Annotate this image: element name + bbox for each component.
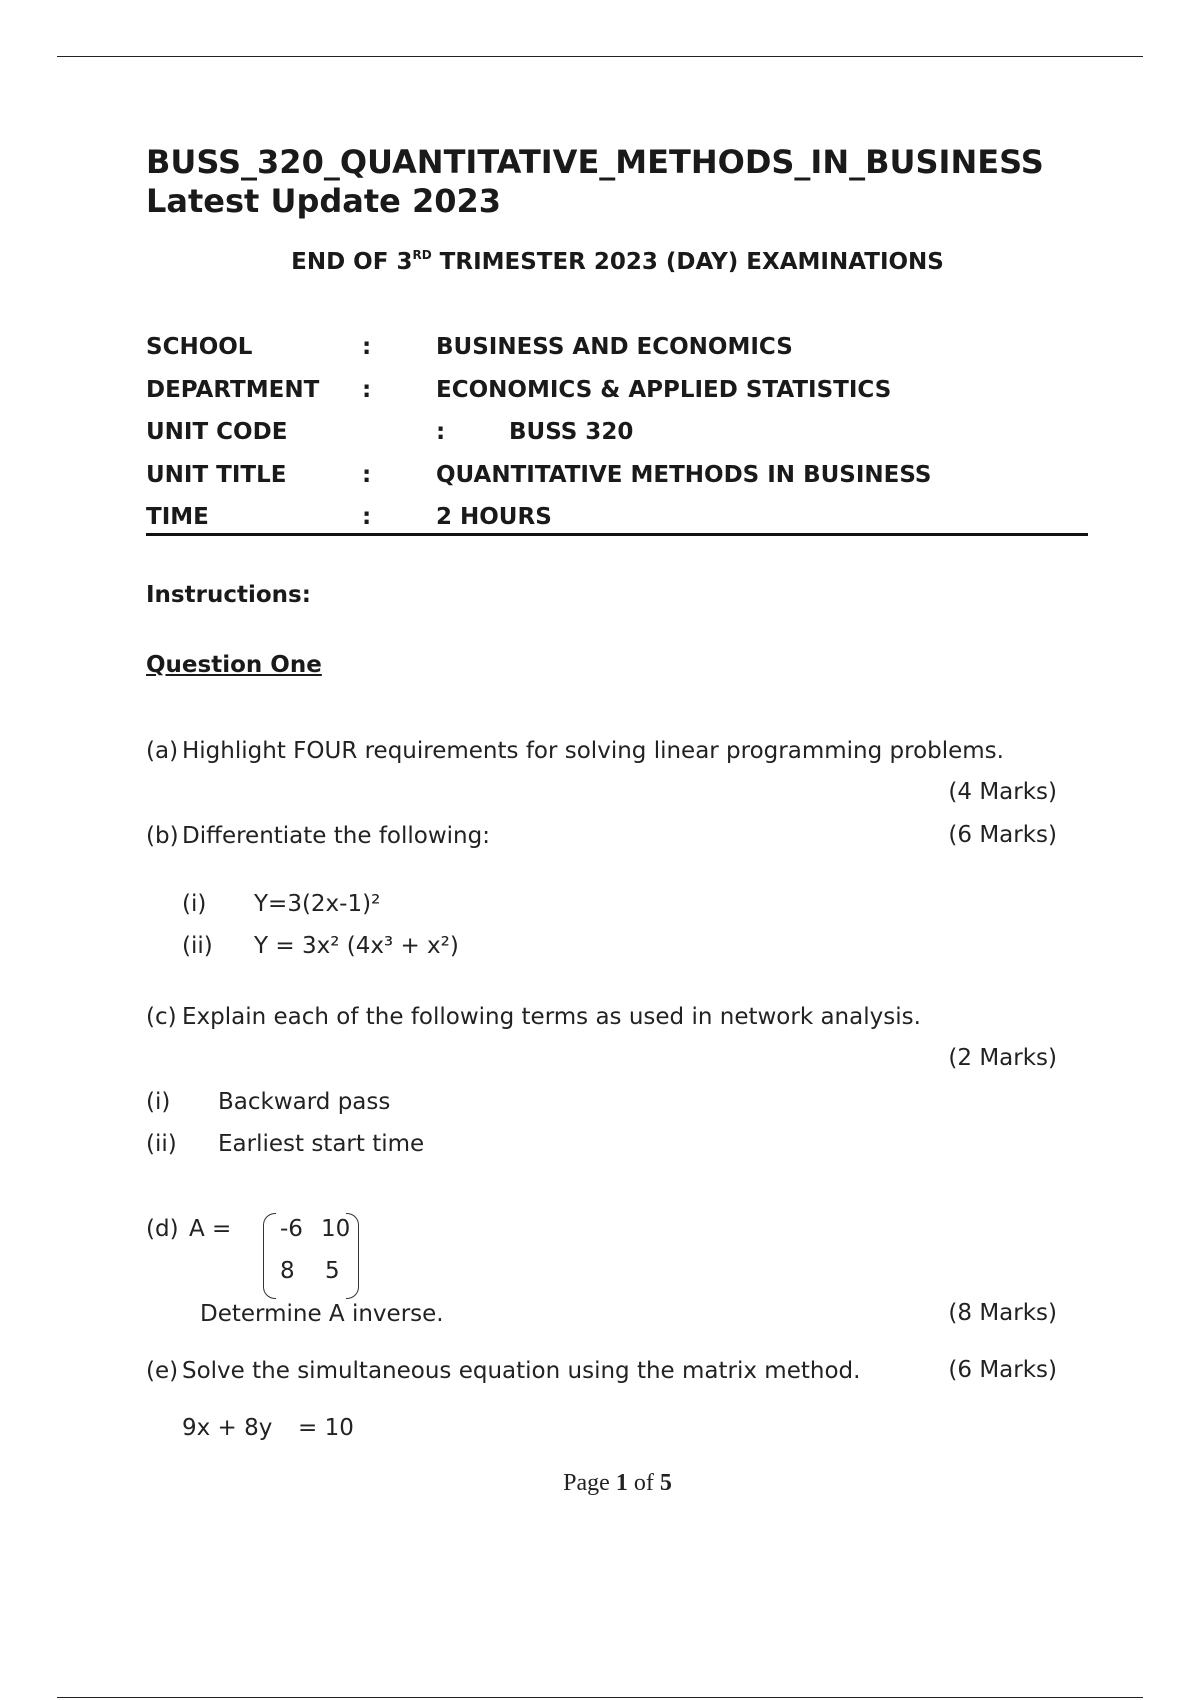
matrix-cell: -6 — [280, 1216, 303, 1242]
part-b-item-expr: Y=3(2x-1)² — [254, 891, 381, 917]
part-c-item-term: Earliest start time — [218, 1131, 425, 1157]
matrix-cell: 10 — [321, 1216, 351, 1242]
part-c-text: Explain each of the following terms as used in network analysis. — [182, 1004, 921, 1030]
bottom-rule — [57, 1697, 1143, 1698]
part-b-text: Differentiate the following: — [182, 823, 490, 849]
document-subtitle: Latest Update 2023 — [146, 182, 502, 220]
meta-school-label: SCHOOL — [146, 334, 253, 360]
part-d-prefix: A = — [189, 1216, 232, 1242]
top-rule — [57, 56, 1143, 57]
part-b-item-num: (i) — [182, 891, 207, 917]
part-d-marks: (8 Marks) — [948, 1300, 1057, 1326]
part-c-label: (c) — [146, 1004, 177, 1030]
part-c-marks: (2 Marks) — [948, 1045, 1057, 1071]
part-e-equation-rhs: = 10 — [298, 1415, 354, 1441]
meta-divider — [146, 533, 1088, 536]
part-e-text: Solve the simultaneous equation using the matrix method. — [182, 1358, 861, 1384]
meta-time-value: 2 HOURS — [436, 504, 552, 530]
meta-time-label: TIME — [146, 504, 209, 530]
part-e-marks: (6 Marks) — [948, 1357, 1057, 1383]
part-d-text: Determine A inverse. — [200, 1301, 444, 1327]
meta-time-colon: : — [362, 504, 372, 530]
meta-unit-title-label: UNIT TITLE — [146, 462, 287, 488]
document-title: BUSS_320_QUANTITATIVE_METHODS_IN_BUSINESS — [146, 143, 1044, 181]
part-b-marks: (6 Marks) — [948, 822, 1057, 848]
part-a-label: (a) — [146, 738, 179, 764]
meta-unit-code-value: BUSS 320 — [509, 419, 634, 445]
part-b-item-expr: Y = 3x² (4x³ + x²) — [254, 933, 459, 959]
meta-department-colon: : — [362, 377, 372, 403]
matrix-left-bracket — [263, 1213, 276, 1299]
meta-department-label: DEPARTMENT — [146, 377, 320, 403]
matrix-cell: 8 — [280, 1258, 295, 1284]
question-heading: Question One — [146, 652, 322, 678]
meta-school-colon: : — [362, 334, 372, 360]
part-b-label: (b) — [146, 823, 179, 849]
part-c-item-num: (i) — [146, 1089, 171, 1115]
part-b-item-num: (ii) — [182, 933, 213, 959]
meta-department-value: ECONOMICS & APPLIED STATISTICS — [436, 377, 892, 403]
meta-unit-code-colon: : — [436, 419, 446, 445]
part-e-equation-lhs: 9x + 8y — [182, 1415, 273, 1441]
matrix-a — [263, 1213, 359, 1297]
meta-unit-title-value: QUANTITATIVE METHODS IN BUSINESS — [436, 462, 932, 488]
part-a-text: Highlight FOUR requirements for solving linear programming problems. — [182, 738, 1004, 764]
matrix-cell: 5 — [325, 1258, 340, 1284]
part-a-marks: (4 Marks) — [948, 779, 1057, 805]
meta-unit-code-label: UNIT CODE — [146, 419, 288, 445]
meta-unit-title-colon: : — [362, 462, 372, 488]
instructions-label: Instructions: — [146, 582, 311, 608]
meta-school-value: BUSINESS AND ECONOMICS — [436, 334, 793, 360]
page-footer: Page 1 of 5 — [563, 1470, 672, 1496]
part-d-label: (d) — [146, 1216, 179, 1242]
exam-heading: END OF 3RD TRIMESTER 2023 (DAY) EXAMINATIONS — [291, 248, 944, 275]
part-c-item-term: Backward pass — [218, 1089, 391, 1115]
part-c-item-num: (ii) — [146, 1131, 177, 1157]
part-e-label: (e) — [146, 1358, 179, 1384]
